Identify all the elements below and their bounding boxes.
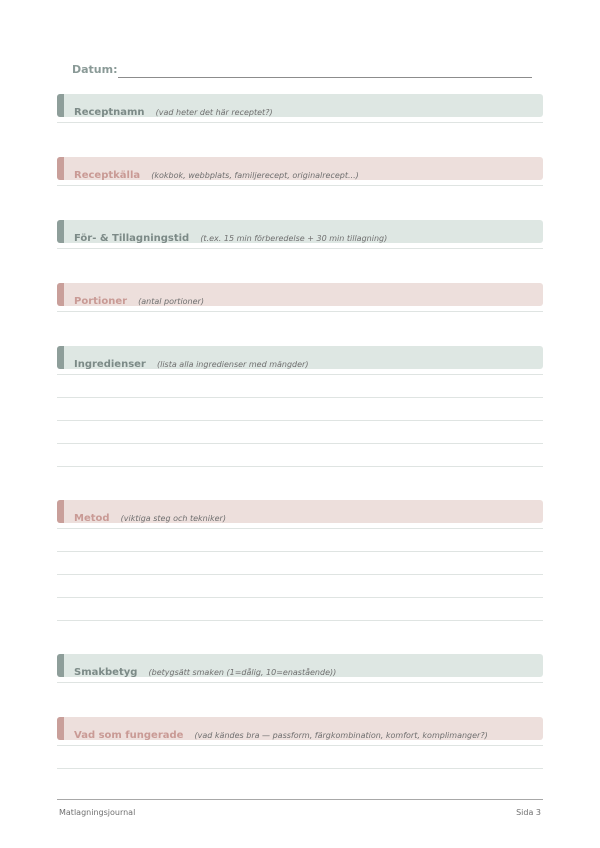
section-hint: (viktiga steg och tekniker): [120, 514, 226, 523]
section-recipe-source: [57, 157, 543, 186]
section-hint: (t.ex. 15 min förberedelse + 30 min tillagning): [200, 234, 388, 243]
writing-line[interactable]: [57, 529, 543, 552]
section-method: [57, 500, 543, 621]
writing-line[interactable]: [57, 746, 543, 769]
section-accent-bar: [57, 94, 64, 117]
section-header: [57, 283, 543, 306]
section-accent-bar: [57, 283, 64, 306]
section-accent-bar: [57, 500, 64, 523]
section-hint: (vad heter det här receptet?): [155, 108, 273, 117]
writing-line[interactable]: [57, 444, 543, 467]
section-hint: (betygsätt smaken (1=dålig, 10=enastående)): [148, 668, 337, 677]
section-prep-cook-time: [57, 220, 543, 249]
writing-line[interactable]: [57, 677, 543, 683]
section-header: [57, 500, 543, 523]
writing-line[interactable]: [57, 306, 543, 312]
writing-line[interactable]: [57, 243, 543, 249]
section-title: Receptnamn: [74, 107, 145, 117]
section-accent-bar: [57, 157, 64, 180]
section-header: [57, 157, 543, 180]
date-row: [72, 62, 532, 80]
writing-line[interactable]: [57, 552, 543, 575]
writing-line[interactable]: [57, 180, 543, 186]
section-accent-bar: [57, 346, 64, 369]
writing-line[interactable]: [57, 575, 543, 598]
section-title: Vad som fungerade: [74, 730, 184, 740]
section-hint: (kokbok, webbplats, familjerecept, originalrecept...): [151, 171, 359, 180]
section-accent-bar: [57, 654, 64, 677]
writing-line[interactable]: [57, 375, 543, 398]
section-header: [57, 220, 543, 243]
writing-line[interactable]: [57, 421, 543, 444]
section-ingredients: [57, 346, 543, 467]
section-taste-rating: [57, 654, 543, 683]
footer-page-number: Sida 3: [516, 808, 541, 817]
footer-journal-title: Matlagningsjournal: [59, 808, 136, 817]
section-title: För- & Tillagningstid: [74, 233, 190, 243]
section-hint: (vad kändes bra — passform, färgkombination, komfort, komplimanger?): [194, 731, 488, 740]
section-servings: [57, 283, 543, 312]
writing-line[interactable]: [57, 117, 543, 123]
section-title: Portioner: [74, 296, 128, 306]
section-what-worked: [57, 717, 543, 769]
date-input-line[interactable]: [118, 77, 532, 78]
section-header: [57, 717, 543, 740]
writing-line[interactable]: [57, 398, 543, 421]
section-title: Receptkälla: [74, 170, 141, 180]
section-recipe-name: [57, 94, 543, 123]
section-hint: (lista alla ingredienser med mängder): [156, 360, 309, 369]
section-title: Smakbetyg: [74, 667, 138, 677]
section-hint: (antal portioner): [138, 297, 204, 306]
page-footer: [57, 799, 543, 820]
section-header: [57, 654, 543, 677]
section-accent-bar: [57, 220, 64, 243]
writing-line[interactable]: [57, 598, 543, 621]
section-header: [57, 94, 543, 117]
section-title: Metod: [74, 513, 110, 523]
section-title: Ingredienser: [74, 359, 146, 369]
date-label: Datum:: [72, 63, 118, 76]
section-accent-bar: [57, 717, 64, 740]
section-header: [57, 346, 543, 369]
